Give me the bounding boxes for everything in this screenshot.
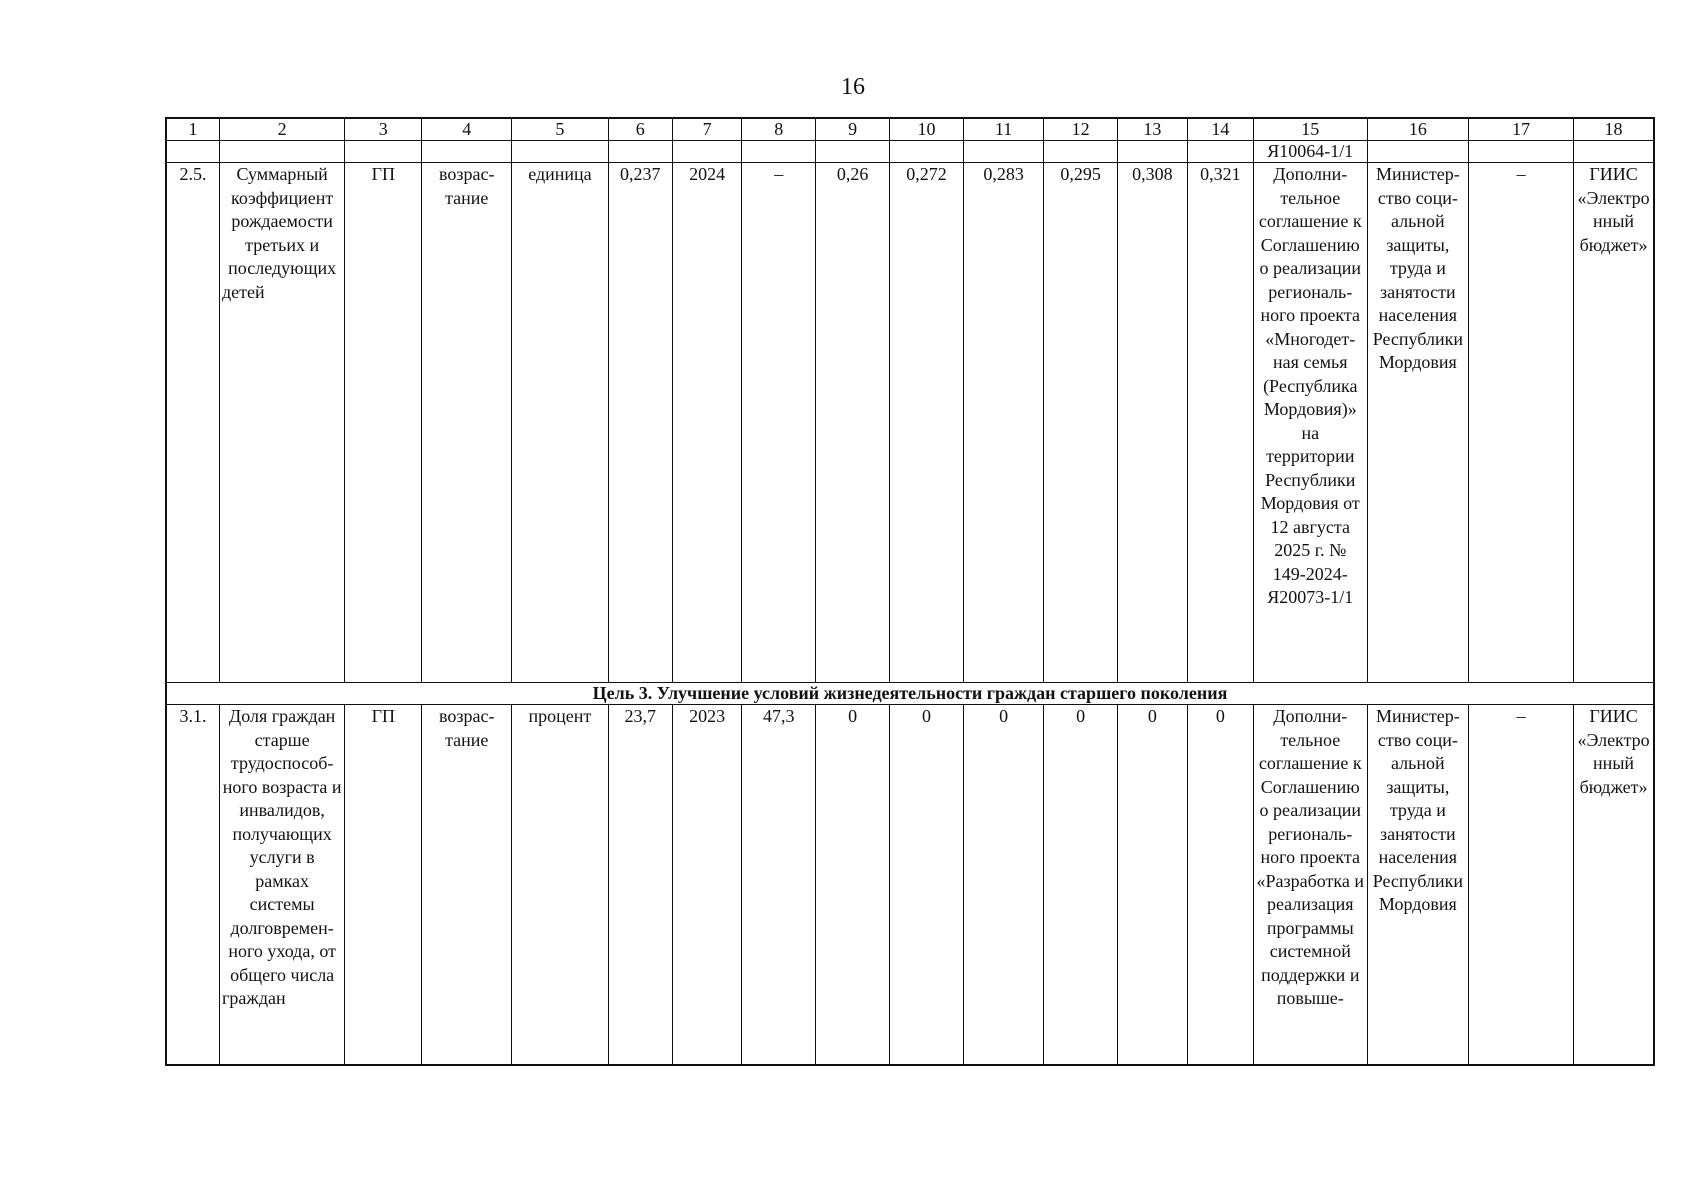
value-col-12: 0,295 [1044,163,1118,683]
indicator-level: ГП [345,163,422,683]
base-value: 0,237 [608,163,672,683]
column-header: 13 [1118,118,1188,141]
information-system: ГИИС «Электронный бюджет» [1574,705,1654,1065]
column-header: 6 [608,118,672,141]
column-header: 11 [963,118,1043,141]
column-header: 15 [1254,118,1367,141]
indicator-level: ГП [345,705,422,1065]
indicator-unit: единица [512,163,608,683]
column-header: 12 [1044,118,1118,141]
goal-heading: Цель 3. Улучшение условий жизнедеятельности граждан старшего поколения [166,683,1654,705]
source-document: Дополнительное соглашение к Соглашению о реализации регионального проекта «Разработка и реализация программы системной поддержки и повыше- [1254,705,1367,1065]
value-col-12: 0 [1044,705,1118,1065]
table-row [166,705,1654,1065]
value-col-17: – [1469,705,1574,1065]
continuation-row [166,141,1654,163]
column-header: 3 [345,118,422,141]
indicator-trend: возрастание [422,163,512,683]
column-header: 10 [890,118,964,141]
row-number: 3.1. [166,705,220,1065]
value-col-14: 0,321 [1187,163,1253,683]
indicator-trend: возрастание [422,705,512,1065]
source-document: Дополнительное соглашение к Соглашению о реализации регионального проекта «Многодетная семья (Республика Мордовия)» на территории Республики Мордовия от 12 августа 2025 г. № 149-2024-Я20073-1/1 [1254,163,1367,683]
indicator-unit: процент [512,705,608,1065]
table-row [166,163,1654,683]
column-header: 7 [672,118,742,141]
base-year: 2023 [672,705,742,1065]
value-col-14: 0 [1187,705,1253,1065]
column-header: 16 [1367,118,1469,141]
indicator-name: Суммарный коэффициент рождаемости третьих и последующих детей [220,163,345,683]
value-col-10: 0 [890,705,964,1065]
column-header: 18 [1574,118,1654,141]
information-system: ГИИС «Электронный бюджет» [1574,163,1654,683]
column-header: 5 [512,118,608,141]
column-header: 14 [1187,118,1253,141]
value-col-9: 0,26 [816,163,890,683]
value-col-13: 0 [1118,705,1188,1065]
indicator-name: Доля граждан старше трудоспособного возраста и инвалидов, получающих услуги в рамках системы долговременного ухода, от общего числа граждан [220,705,345,1065]
value-col-9: 0 [816,705,890,1065]
value-col-8: 47,3 [742,705,816,1065]
column-header: 17 [1469,118,1574,141]
responsible-body: Министерство социальной защиты, труда и занятости населения Республики Мордовия [1367,163,1469,683]
column-header: 8 [742,118,816,141]
base-year: 2024 [672,163,742,683]
continuation-code: Я10064-1/1 [1254,141,1367,163]
base-value: 23,7 [608,705,672,1065]
value-col-11: 0,283 [963,163,1043,683]
indicators-table [165,117,1655,1066]
row-number: 2.5. [166,163,220,683]
column-header: 1 [166,118,220,141]
value-col-10: 0,272 [890,163,964,683]
column-header: 4 [422,118,512,141]
value-col-13: 0,308 [1118,163,1188,683]
value-col-11: 0 [963,705,1043,1065]
goal-row [166,683,1654,705]
page-number: 16 [841,74,865,100]
column-header: 9 [816,118,890,141]
column-header: 2 [220,118,345,141]
value-col-8: – [742,163,816,683]
responsible-body: Министерство социальной защиты, труда и занятости населения Республики Мордовия [1367,705,1469,1065]
column-number-row [166,118,1654,141]
value-col-17: – [1469,163,1574,683]
